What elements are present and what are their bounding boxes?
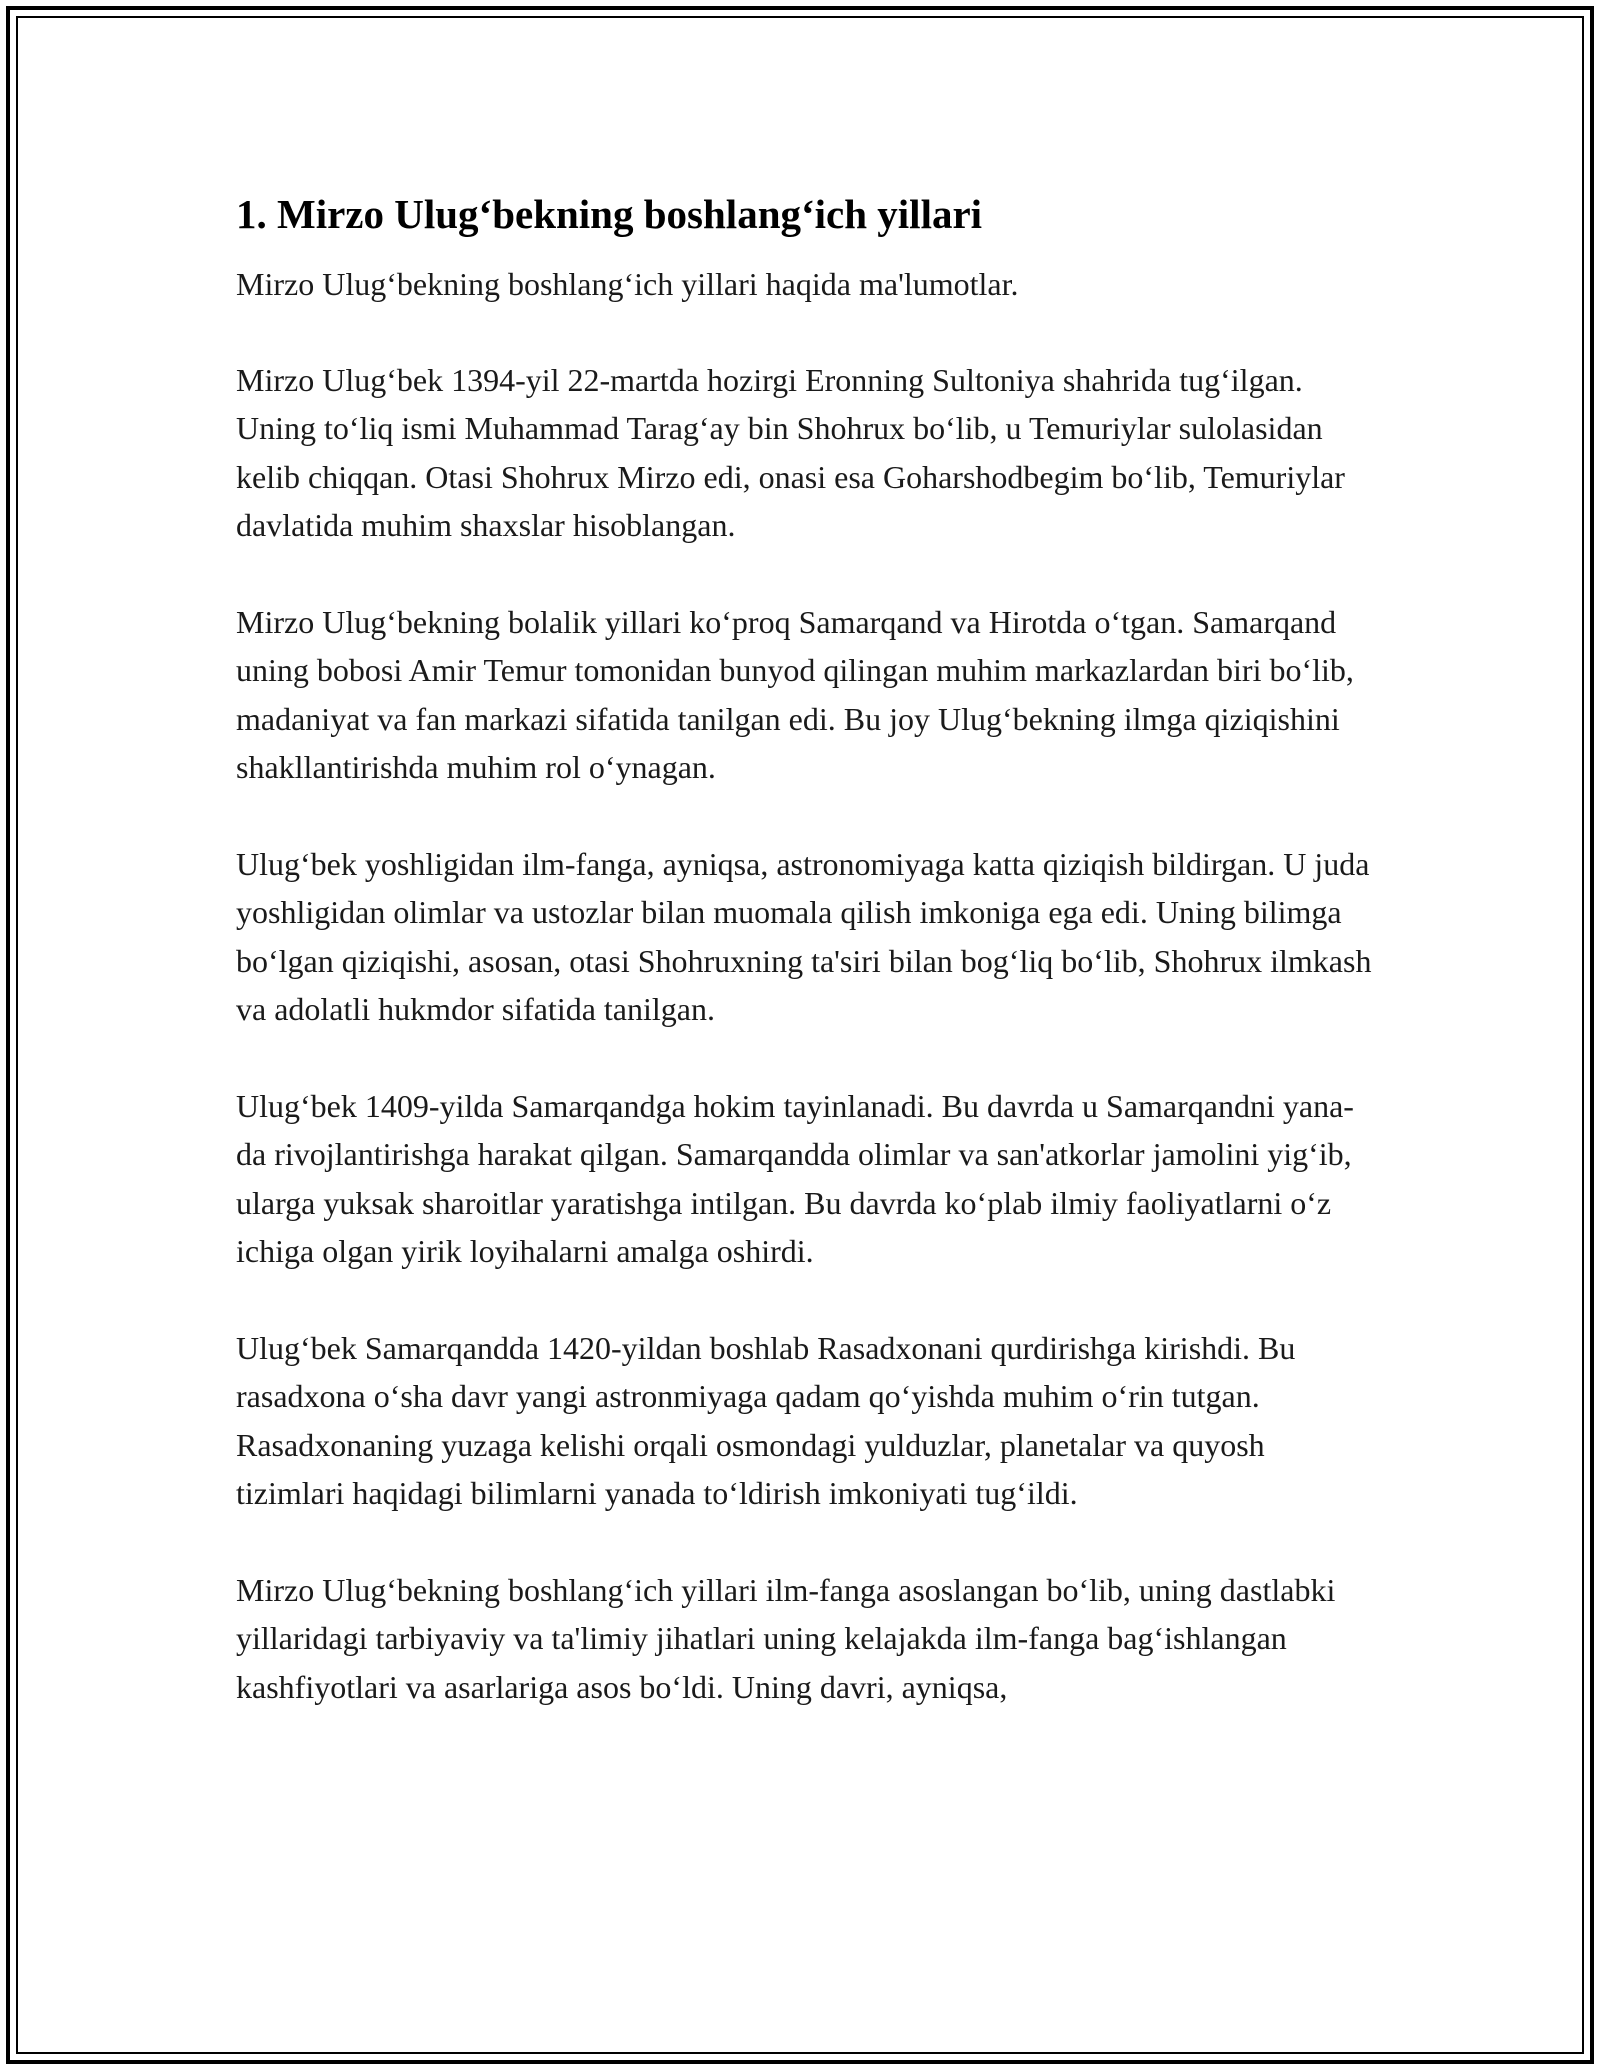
- paragraph-birth: Mirzo Ulug‘bek 1394-yil 22-martda hozirgi Eronning Sultoniya shahrida tug‘ilgan. Uning to‘liq ismi Muhammad Tarag‘ay bin Shohrux bo‘lib, u Temuriylar sulolasidan kelib chiqqan. Otasi Shohrux Mirzo edi, onasi esa Goharshodbegim bo‘lib, Temuriylar davlatida muhim shaxslar hisoblangan.: [236, 361, 1345, 543]
- paragraph-interest-in-science: Ulug‘bek yoshligidan ilm-fanga, ayniqsa, astronomiyaga katta qiziqish bildirgan. U juda yoshligidan olimlar va ustozlar bilan muomala qilish imkoniga ega edi. Uning bilimga bo‘lgan qiziqishi, asosan, otasi Shohruxning ta'siri bilan bog‘liq bo‘lib, Shohrux ilmkash va adolatli hukmdor sifatida tanilgan.: [236, 845, 1372, 1027]
- paragraph-governor: Ulug‘bek 1409-yilda Samarqandga hokim tayinlanadi. Bu davrda u Samarqandni yana-da rivojlantirishga harakat qilgan. Samarqandda olimlar va san'atkorlar jamolini yig‘ib, ularga yuksak sharoitlar yaratishga intilgan. Bu davrda ko‘plab ilmiy faoliyatlarni o‘z ichiga olgan yirik loyihalarni amalga oshirdi.: [236, 1087, 1354, 1269]
- paragraph-intro: Mirzo Ulug‘bekning boshlang‘ich yillari haqida ma'lumotlar.: [236, 266, 1019, 302]
- paragraph-childhood: Mirzo Ulug‘bekning bolalik yillari ko‘proq Samarqand va Hirotda o‘tgan. Samarqand uning bobosi Amir Temur tomonidan bunyod qilingan muhim markazlardan biri bo‘lib, madaniyat va fan markazi sifatida tanilgan edi. Bu joy Ulug‘bekning ilmga qiziqishini shakllantirishda muhim rol o‘ynagan.: [236, 603, 1354, 785]
- document-body: [236, 186, 1376, 1759]
- paragraph-conclusion: Mirzo Ulug‘bekning boshlang‘ich yillari ilm-fanga asoslangan bo‘lib, uning dastlabki yillaridagi tarbiyaviy va ta'limiy jihatlari uning kelajakda ilm-fanga bag‘ishlangan kashfiyotlari va asarlariga asos bo‘ldi. Uning davri, ayniqsa,: [236, 1571, 1336, 1705]
- paragraph-observatory: Ulug‘bek Samarqandda 1420-yildan boshlab Rasadxonani qurdirishga kirishdi. Bu rasadxona o‘sha davr yangi astronmiyaga qadam qo‘yishda muhim o‘rin tutgan. Rasadxonaning yuzaga kelishi orqali osmondagi yulduzlar, planetalar va quyosh tizimlari haqidagi bilimlarni yanada to‘ldirish imkoniyati tug‘ildi.: [236, 1329, 1296, 1511]
- section-title: 1. Mirzo Ulug‘bekning boshlang‘ich yillari: [236, 191, 983, 237]
